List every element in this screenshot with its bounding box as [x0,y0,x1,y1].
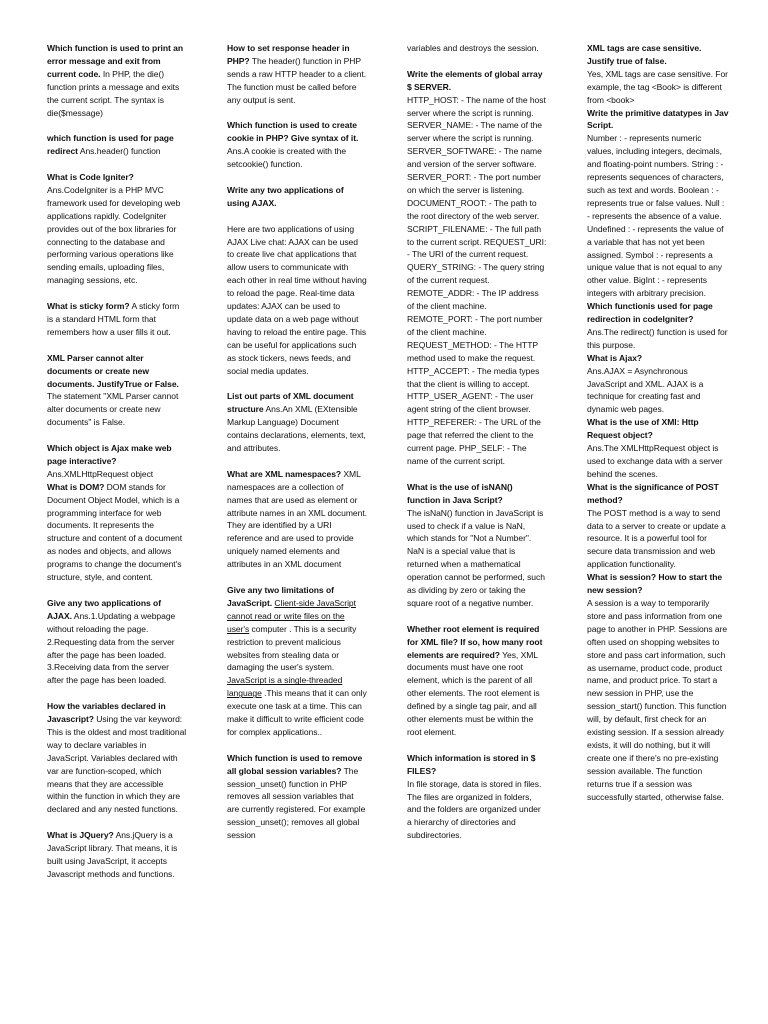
question: Give any two applications of AJAX. [47,597,162,621]
question: How the variables declared in Javascript? [47,701,166,725]
question: What is Ajax? [587,352,643,363]
answer: Ans.1.Updating a webpage without reloading the page. 2.Requesting data from the server after the page has been loaded. 3.Receiving data from the server after the page has been loaded. [47,610,176,686]
qa-item [227,752,367,842]
qa-item [407,481,547,610]
answer: Ans.CodeIgniter is a PHP MVC framework used for developing web applications rapidly. CodeIgniter provides out of the box libraries for connecting to the database and performing various operations like sending emails, uploading files, managing sessions, etc. [47,184,181,286]
question: What is DOM? [47,481,105,492]
qa-item [587,416,729,481]
answer: The header() function in PHP sends a raw HTTP header to a client. The function must be called before any output is sent. [227,55,367,105]
answer: Ans.The redirect() function is used for this purpose. [587,326,728,350]
qa-item [47,597,187,687]
answer: Ans.The XMLHttpRequest object is used to exchange data with a server behind the scenes. [587,443,723,479]
answer: Number : - represents numeric values, including integers, decimals, and floating-point numbers. String : - represents sequences of characters, such as text and words. Boolean : - represents true or false values. Null : - represents the absence of a value. Undefined : - represents the value of a variable that has not yet been assigned. Symbol : - represents a unique value that is not equal to any other value. BigInt : - represents integers with arbitrary precision. [587,133,725,299]
qa-item [407,752,547,842]
answer: .This means that it can only execute one task at a time. This can make it difficult to write efficient code for complex applications.. [227,688,367,737]
answer: Yes, XML documents must have one root element, which is the parent of all other elements. The root element is defined by a single tag pair, and all other elements must be within the root element. [407,649,540,737]
qa-item [227,390,367,455]
question: Whether root element is required for XML file? If so, how many root elements are required? [407,623,543,660]
qa-item [227,223,367,378]
qa-item [47,42,187,119]
qa-item [407,42,547,55]
answer: Ans.jQuery is a JavaScript library. That means, it is built using JavaScript, it accepts Javascript methods and functions. [47,830,178,879]
qa-item [587,42,729,107]
qa-item [227,184,367,210]
question: What is session? How to start the new session? [587,572,723,596]
answer: In PHP, the die() function prints a message and exits the current script. The syntax is die($message) [47,68,180,118]
qa-item [47,700,187,816]
answer: Ans.An XML (EXtensible Markup Language) Document contains declarations, elements, text, and attributes. [227,404,366,454]
qa-item [47,300,187,339]
question: which function is used for page redirect [47,133,174,157]
question: Which function is used to remove all global session variables? [227,752,363,776]
question: List out parts of XML document structure [227,391,354,415]
question: Which functionis used for page redirection in codelgniter? [587,301,713,325]
qa-item [47,171,187,287]
answer: The statement "XML Parser cannot alter documents or create new documents" is False. [47,391,179,428]
answer: XML namespaces are a collection of names that are used as element or attribute names in an XML document. They are identified by a URI reference and are used to provide uniquely named elements and attributes in an XML document [227,468,367,570]
qa-item [587,571,729,803]
question: How to set response header in PHP? [227,43,350,66]
qa-item [587,352,729,417]
question: Write the elements of global array $ SERVER. [407,68,543,92]
answer: In file storage, data is stored in files. The files are organized in folders, and the folders are organized under a hierarchy of directories and subdirectories. [407,778,542,841]
answer: The isNaN() function in JavaScript is used to check if a value is NaN, which stands for "Not a Number". NaN is a special value that is returned when a mathematical operation cannot be performed, such as dividing by zero or taking the square root of a negative number. [407,507,545,608]
question: What is JQuery? [47,830,114,841]
qa-item [227,584,367,739]
answer: The POST method is a way to send data to a server to create or update a resource. It is a powerful tool for secure data transmission and web application functionality. [587,507,726,570]
question: Write the primitive datatypes in Jav Script. [587,107,729,131]
column-4 [587,42,729,816]
question: What is Code Igniter? [47,172,134,183]
qa-item [587,107,729,301]
answer-underlined: Client-side JavaScript cannot read or write files on the user's [227,597,356,634]
qa-item [587,481,729,571]
answer: Here are two applications of using AJAX Live chat: AJAX can be used to create live chat applications that allow users to communicate with each other in real time without having to reload the page. Real-time data updates: AJAX can be used to update data on a web page without having to reload the entire page. This can be useful for applications such as stock tickers, news feeds, and social media updates. [227,223,367,376]
question: What is sticky form? [47,301,130,312]
qa-item [47,352,187,429]
answer: Ans.header() function [79,146,161,157]
answer: variables and destroys the session. [407,43,539,53]
answer: A session is a way to temporarily store and pass information from one page to another in PHP. Sessions are often used on shopping websites to store and pass cart information, such as username, product code, product name, and product price. To start a new session in PHP, use the session_start() function. This function will, by default, first check for an existing session. If a session already exists, it will do nothing, but it will create one if there's no pre-existing session available. The function returns true if a session was successfully started, otherwise false. [587,597,728,802]
qa-item [47,132,187,158]
question: XML tags are case sensitive. Justify true of false. [587,43,702,66]
answer-underlined: JavaScript is a single-threaded language [227,675,343,699]
question: Which information is stored in $ FILES? [407,752,536,776]
qa-item [587,300,729,352]
question: Write any two applications of using AJAX. [227,184,344,208]
column-1 [47,42,187,894]
column-3 [407,42,547,855]
qa-item [47,442,187,481]
answer: Ans.A cookie is created with the setcookie() function. [227,146,347,170]
answer: Ans.AJAX = Asynchronous JavaScript and XML. AJAX is a technique for creating fast and dynamic web pages. [587,365,704,415]
question: Give any two limitations of JavaScript. [227,584,334,608]
answer: Yes, XML tags are case sensitive. For example, the tag <Book> is different from <book> [587,68,728,105]
question: Which function is used to create cookie in PHP? Give syntax of it. [227,120,359,144]
qa-item [227,119,367,171]
qa-item [47,829,187,881]
answer: DOM stands for Document Object Model, which is a programming interface for web documents. It represents the structure and content of a document as nodes and objects, and allows programs to change the document's structure, style, and content. [47,481,183,583]
answer: Ans.XMLHttpRequest object [47,468,154,479]
question: What is the use of isNAN() function in Java Script? [407,481,513,505]
question: Which function is used to print an error message and exit from current code. [47,43,183,79]
question: Which object is Ajax make web page interactive? [47,443,172,466]
answer: The session_unset() function in PHP removes all session variables that are currently registered. For example session_unset(); removes all global session [227,765,366,841]
answer: HTTP_HOST: - The name of the host server where the script is running. SERVER_NAME: - The name of the server where the script is running. SERVER_SOFTWARE: - The name and version of the server software. SERVER_PORT: - The port number on which the server is listening. DOCUMENT_ROOT: - The path to the root directory of the web server. SCRIPT_FILENAME: - The full path to the current script. REQUEST_URI: - The URI of the current request. QUERY_STRING: - The query string of the current request. REMOTE_ADDR: - The IP address of the client machine. REMOTE_PORT: - The port number of the client machine. REQUEST_METHOD: - The HTTP method used to make the request. HTTP_ACCEPT: - The media types that the client is willing to accept. HTTP_USER_AGENT: - The user agent string of the client browser. HTTP_REFERER: - The URL of the page that referred the client to the current page. PHP_SELF: - The name of the current script. [407,94,547,466]
qa-item [227,468,367,571]
qa-item [47,481,187,584]
answer: Using the var keyword: This is the oldest and most traditional way to declare variables in JavaScript. Variables declared with var are function-scoped, which means that they are accessible within the function in which they are declared and any nested functions. [47,714,187,815]
column-2 [227,42,367,855]
qa-item [407,68,547,468]
question: XML Parser cannot alter documents or create new documents. JustifyTrue or False. [47,352,179,389]
qa-item [407,623,547,739]
answer: computer . This is a security restriction to prevent malicious websites from stealing data or damaging the user's system. [227,623,357,673]
qa-item [227,42,367,107]
question: What is the use of XMl: Http Request object? [587,417,699,441]
answer: A sticky form is a standard HTML form that remembers how a user fills it out. [47,301,180,337]
question: What is the significance of POST method? [587,481,719,505]
question: What are XML namespaces? [227,468,342,479]
